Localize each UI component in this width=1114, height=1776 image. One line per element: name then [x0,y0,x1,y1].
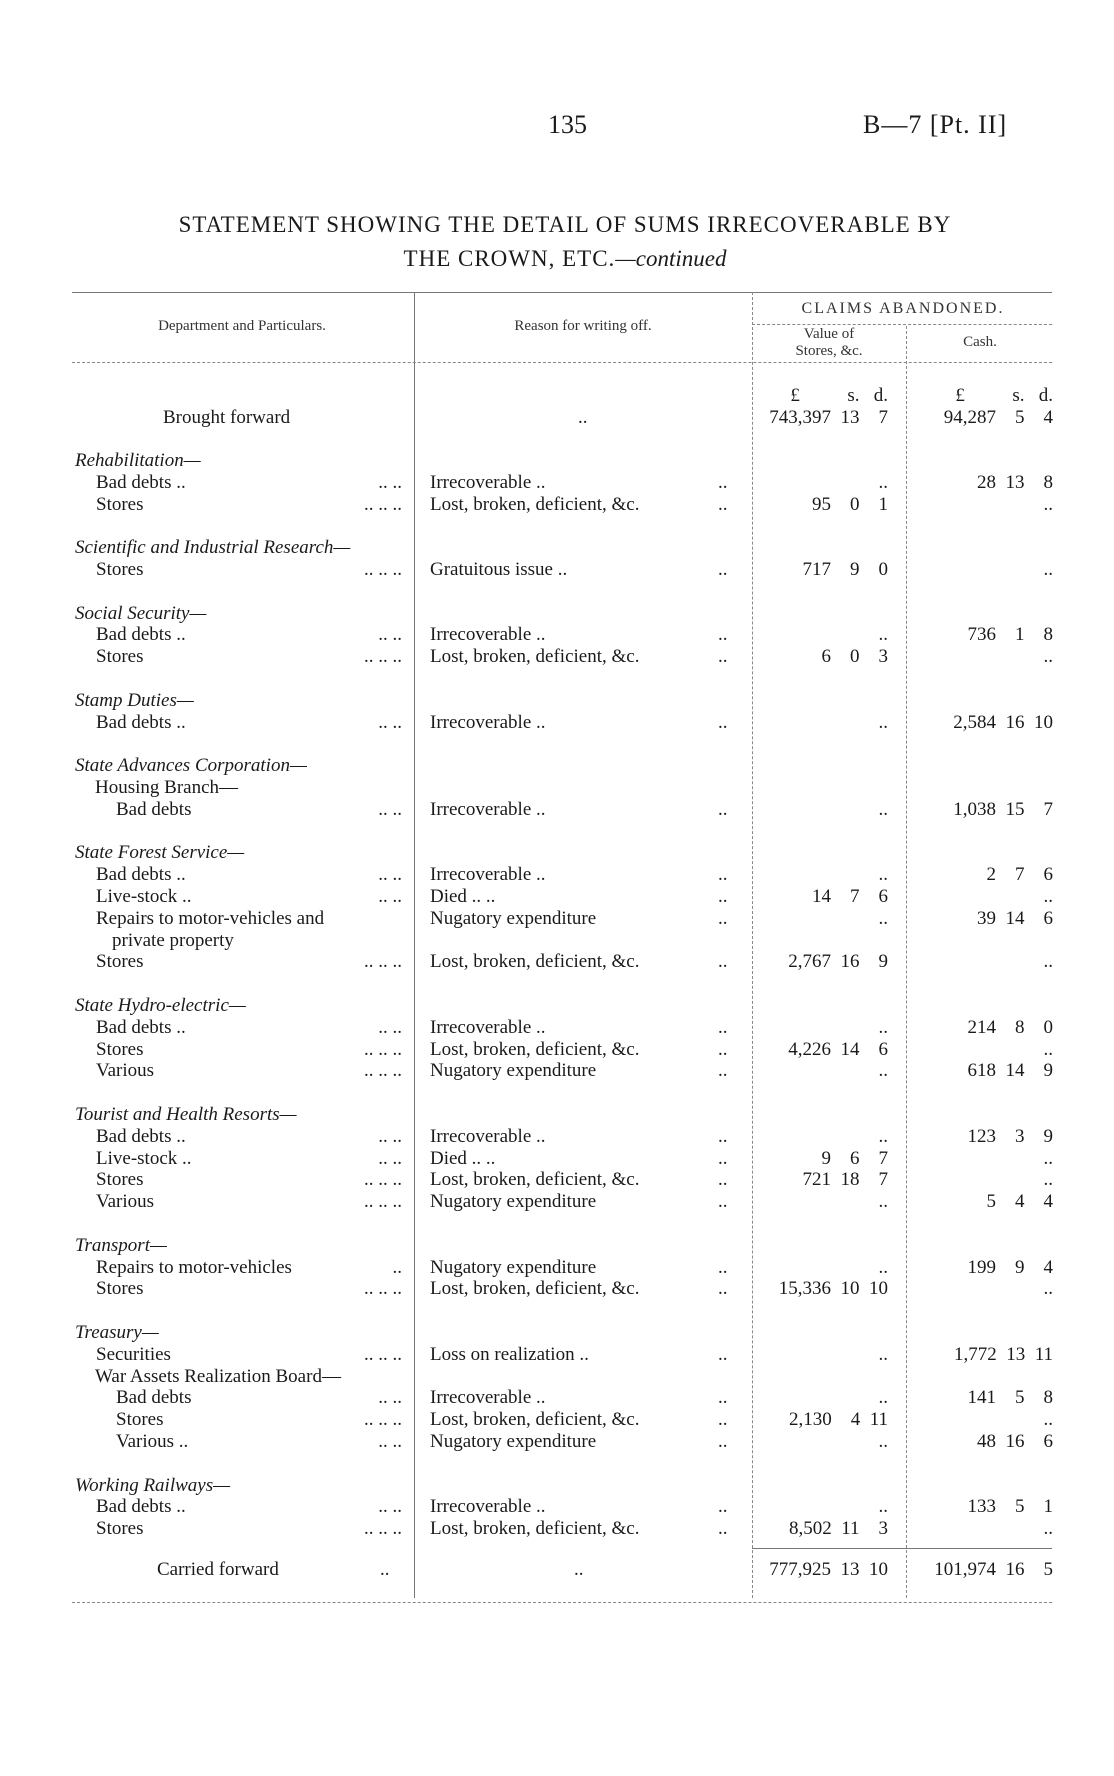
item-reason: Gratuitous issue .. [430,559,568,580]
stores-units: £ s. d. [790,385,888,406]
item-reason: Lost, broken, deficient, &c. [430,1518,640,1539]
cash-value: 39 14 6 [977,908,1053,929]
table-bottom-rule [72,1602,1052,1603]
item-reason: Nugatory expenditure [430,1257,597,1278]
item-leader-dots: .. .. [378,886,402,907]
header-stores-line-1: Value of [803,326,855,342]
stores-value: 95 0 1 [812,494,888,515]
cash-value: 28 13 8 [977,472,1053,493]
section-heading: Tourist and Health Resorts— [75,1104,297,1125]
stores-value: .. [878,1387,888,1408]
table-row [0,559,1114,581]
stores-value: .. [878,1496,888,1517]
item-label: Stores [96,559,144,580]
item-label: Various [96,1191,155,1212]
stores-value: 717 9 0 [802,559,888,580]
table-row [0,1017,1114,1039]
title-line-2-main: THE CROWN, ETC. [403,246,616,271]
item-label: Live-stock .. [96,1148,192,1169]
reason-leader-dots: .. [718,472,728,493]
item-reason: Irrecoverable .. [430,712,546,733]
cash-value: .. [1043,1148,1053,1169]
section-heading: State Hydro-electric— [75,995,246,1016]
item-label: Bad debts .. [96,712,186,733]
reason-leader-dots: .. [718,1257,728,1278]
section-heading-row [0,995,1114,1017]
cash-value: .. [1043,1409,1053,1430]
stores-value: .. [878,1191,888,1212]
item-label: Stores [96,1278,144,1299]
cash-value: 2 7 6 [986,864,1053,885]
item-leader-dots: .. .. [378,1431,402,1452]
item-leader-dots: .. .. [378,1387,402,1408]
table-row [0,1278,1114,1300]
table-row [0,1387,1114,1409]
reason-leader-dots: .. [718,1148,728,1169]
item-reason: Nugatory expenditure [430,908,597,929]
item-leader-dots: .. .. .. [364,494,402,515]
item-label: Stores [96,951,144,972]
stores-value: 6 0 3 [821,646,888,667]
table-top-rule [72,292,1052,293]
item-leader-dots: .. .. .. [364,1409,402,1430]
item-leader-dots: .. .. .. [364,646,402,667]
reason-leader-dots: .. [718,559,728,580]
item-label: Stores [96,1039,144,1060]
item-label: Bad debts .. [96,624,186,645]
cash-value: 141 5 8 [967,1387,1053,1408]
item-reason: Irrecoverable .. [430,1126,546,1147]
stores-value: .. [878,1126,888,1147]
item-reason: Lost, broken, deficient, &c. [430,1409,640,1430]
cash-value: .. [1043,1518,1053,1539]
section-heading-row [0,603,1114,625]
header-cash: Cash. [963,334,997,350]
carried-forward-stores: 777,925 13 10 [769,1559,888,1580]
total-rule [752,1548,1052,1549]
brought-forward-cash: 94,287 5 4 [943,407,1053,428]
item-reason: Irrecoverable .. [430,1496,546,1517]
section-heading-row [0,1235,1114,1257]
table-row [0,1496,1114,1518]
title-continued: —continued [615,246,727,271]
table-row [0,646,1114,668]
item-reason: Loss on realization .. [430,1344,589,1365]
item-label: Bad debts [116,1387,192,1408]
header-department: Department and Particulars. [158,318,326,334]
table-row [0,951,1114,973]
claims-subheader-rule [752,324,1052,325]
reason-leader-dots: .. [718,646,728,667]
cash-value: .. [1043,1169,1053,1190]
table-row [0,712,1114,734]
item-label: Bad debts .. [96,1496,186,1517]
section-heading-row [0,450,1114,472]
table-row [0,472,1114,494]
item-reason: Irrecoverable .. [430,1017,546,1038]
reason-leader-dots: .. [718,1169,728,1190]
brought-forward-stores: 743,397 13 7 [769,407,888,428]
item-label: Bad debts .. [96,1017,186,1038]
item-reason: Nugatory expenditure [430,1191,597,1212]
carried-forward-dots: .. [380,1559,390,1580]
item-label: Live-stock .. [96,886,192,907]
table-row [0,1366,1114,1388]
section-heading: Rehabilitation— [75,450,201,471]
reason-leader-dots: .. [718,799,728,820]
reason-leader-dots: .. [718,908,728,929]
item-label: Bad debts .. [96,1126,186,1147]
stores-value: .. [878,799,888,820]
reason-leader-dots: .. [718,1191,728,1212]
stores-value: .. [878,624,888,645]
item-reason: Lost, broken, deficient, &c. [430,494,640,515]
item-leader-dots: .. .. .. [364,951,402,972]
section-heading: Scientific and Industrial Research— [75,537,351,558]
cash-value: 48 16 6 [977,1431,1053,1452]
cash-value: .. [1043,1039,1053,1060]
item-reason: Lost, broken, deficient, &c. [430,1278,640,1299]
section-heading-row [0,1322,1114,1344]
reason-leader-dots: .. [718,1060,728,1081]
stores-value: .. [878,712,888,733]
page-number: 135 [548,110,587,139]
table-row [0,1344,1114,1366]
reason-leader-dots: .. [718,864,728,885]
table-row [0,1039,1114,1061]
item-leader-dots: .. .. [378,799,402,820]
stores-value: 4,226 14 6 [788,1039,888,1060]
stores-value: .. [878,1060,888,1081]
reason-leader-dots: .. [718,1344,728,1365]
brought-forward-row [0,407,1114,429]
item-leader-dots: .. .. .. [364,1039,402,1060]
section-heading: Social Security— [75,603,207,624]
table-row [0,1126,1114,1148]
item-leader-dots: .. .. [378,712,402,733]
stores-value: .. [878,1257,888,1278]
stores-value: .. [878,864,888,885]
table-row [0,1518,1114,1540]
item-reason: Irrecoverable .. [430,472,546,493]
stores-value: 9 6 7 [821,1148,888,1169]
item-reason: Irrecoverable .. [430,1387,546,1408]
item-reason: Died .. .. [430,1148,496,1169]
section-heading-row [0,755,1114,777]
item-label: Stores [96,1169,144,1190]
item-leader-dots: .. .. .. [364,1344,402,1365]
cash-value: 1,038 15 7 [953,799,1053,820]
stores-value: .. [878,1017,888,1038]
header-claims-abandoned: CLAIMS ABANDONED. [801,300,1005,317]
item-leader-dots: .. .. [378,472,402,493]
item-label: Stores [96,1518,144,1539]
carried-forward-row [0,1559,1114,1581]
item-leader-dots: .. .. .. [364,1191,402,1212]
section-heading: Transport— [75,1235,167,1256]
item-reason: Nugatory expenditure [430,1431,597,1452]
reason-leader-dots: .. [718,951,728,972]
item-label: Stores [96,494,144,515]
section-heading-row [0,1475,1114,1497]
title-line-1: STATEMENT SHOWING THE DETAIL OF SUMS IRRECOVERABLE BY [178,212,952,237]
item-reason: Nugatory expenditure [430,1060,597,1081]
page-title [60,208,1070,276]
item-reason: Died .. .. [430,886,496,907]
section-heading-row [0,690,1114,712]
cash-value: .. [1043,559,1053,580]
item-reason: Lost, broken, deficient, &c. [430,646,640,667]
reason-leader-dots: .. [718,1518,728,1539]
table-row [0,1060,1114,1082]
item-label: Bad debts .. [96,472,186,493]
section-heading-row [0,1104,1114,1126]
header-stores [754,326,904,360]
section-heading: State Advances Corporation— [75,755,307,776]
cash-value: 618 14 9 [967,1060,1053,1081]
item-label: Repairs to motor-vehicles [96,1257,292,1278]
item-label: Securities [96,1344,171,1365]
item-label: Bad debts [116,799,192,820]
item-leader-dots: .. .. [378,864,402,885]
table-row [0,624,1114,646]
reason-leader-dots: .. [718,624,728,645]
cash-value: 123 3 9 [967,1126,1053,1147]
stores-value: .. [878,472,888,493]
cash-value: .. [1043,886,1053,907]
item-leader-dots: .. .. [378,1148,402,1169]
item-label: Stores [116,1409,164,1430]
header-stores-line-2: Stores, &c. [795,343,863,359]
stores-value: .. [878,908,888,929]
item-reason: Irrecoverable .. [430,624,546,645]
item-label: Stores [96,646,144,667]
header-bottom-rule [72,362,1052,363]
cash-value: .. [1043,1278,1053,1299]
table-row [0,1409,1114,1431]
reason-leader-dots: .. [718,1496,728,1517]
cash-value: 133 5 1 [967,1496,1053,1517]
reason-leader-dots: .. [718,494,728,515]
table-row [0,777,1114,799]
carried-forward-label: Carried forward [157,1559,279,1580]
table-row [0,864,1114,886]
cash-value: 214 8 0 [967,1017,1053,1038]
cash-units: £ s. d. [955,385,1053,406]
section-heading: State Forest Service— [75,842,245,863]
item-reason: Irrecoverable .. [430,799,546,820]
cash-value: .. [1043,494,1053,515]
section-heading: Working Railways— [75,1475,230,1496]
item-leader-dots: .. .. .. [364,1518,402,1539]
table-row [0,1191,1114,1213]
table-row [0,908,1114,930]
table-row [0,1431,1114,1453]
item-reason: Lost, broken, deficient, &c. [430,1169,640,1190]
cash-value: 736 1 8 [967,624,1053,645]
reason-leader-dots: .. [718,886,728,907]
reason-leader-dots: .. [718,1409,728,1430]
cash-value: .. [1043,951,1053,972]
reason-leader-dots: .. [718,1126,728,1147]
section-heading: Treasury— [75,1322,159,1343]
item-reason: Lost, broken, deficient, &c. [430,1039,640,1060]
cash-value: 199 9 4 [967,1257,1053,1278]
item-label: Various .. [116,1431,189,1452]
item-leader-dots: .. .. .. [364,1169,402,1190]
stores-value: .. [878,1344,888,1365]
cash-value: 5 4 4 [986,1191,1053,1212]
reason-leader-dots: .. [718,1278,728,1299]
carried-forward-cash: 101,974 16 5 [934,1559,1053,1580]
table-row [0,1169,1114,1191]
table-row [0,799,1114,821]
section-heading-row [0,537,1114,559]
stores-value: .. [878,1431,888,1452]
reason-leader-dots: .. [718,1431,728,1452]
reason-leader-dots: .. [718,1017,728,1038]
item-label: Various [96,1060,155,1081]
item-leader-dots: .. .. [378,1126,402,1147]
page-reference: B—7 [Pt. II] [863,110,1008,139]
reason-leader-dots: .. [718,712,728,733]
table-row [0,930,1114,952]
cash-value: 1,772 13 11 [953,1344,1053,1365]
section-heading-row [0,842,1114,864]
item-leader-dots: .. .. .. [364,559,402,580]
title-line-2 [60,242,1070,276]
item-leader-dots: .. .. .. [364,1278,402,1299]
table-row [0,886,1114,908]
stores-value: 15,336 10 10 [778,1278,888,1299]
item-leader-dots: .. .. [378,1496,402,1517]
table-row [0,1148,1114,1170]
section-heading: Stamp Duties— [75,690,194,711]
carried-forward-reason: .. [574,1559,584,1580]
header-reason: Reason for writing off. [514,318,652,334]
item-label: Repairs to motor-vehicles and [96,908,325,929]
item-leader-dots: .. .. [378,624,402,645]
brought-forward-reason: .. [578,407,588,428]
subsection-heading: Housing Branch— [95,777,239,798]
reason-leader-dots: .. [718,1039,728,1060]
item-reason: Lost, broken, deficient, &c. [430,951,640,972]
cash-value: .. [1043,646,1053,667]
item-reason: Irrecoverable .. [430,864,546,885]
stores-value: 2,767 16 9 [788,951,888,972]
cash-value: 2,584 16 10 [953,712,1053,733]
stores-value: 721 18 7 [802,1169,888,1190]
stores-value: 8,502 11 3 [788,1518,888,1539]
item-label: Bad debts .. [96,864,186,885]
table-row [0,494,1114,516]
subsection-heading: War Assets Realization Board— [95,1366,341,1387]
item-leader-dots: .. .. [378,1017,402,1038]
stores-value: 14 7 6 [812,886,888,907]
reason-leader-dots: .. [718,1387,728,1408]
item-leader-dots: .. [392,1257,402,1278]
item-leader-dots: .. .. .. [364,1060,402,1081]
table-row [0,1257,1114,1279]
brought-forward-label: Brought forward [163,407,291,428]
stores-value: 2,130 4 11 [788,1409,888,1430]
item-label-continued: private property [112,930,234,951]
